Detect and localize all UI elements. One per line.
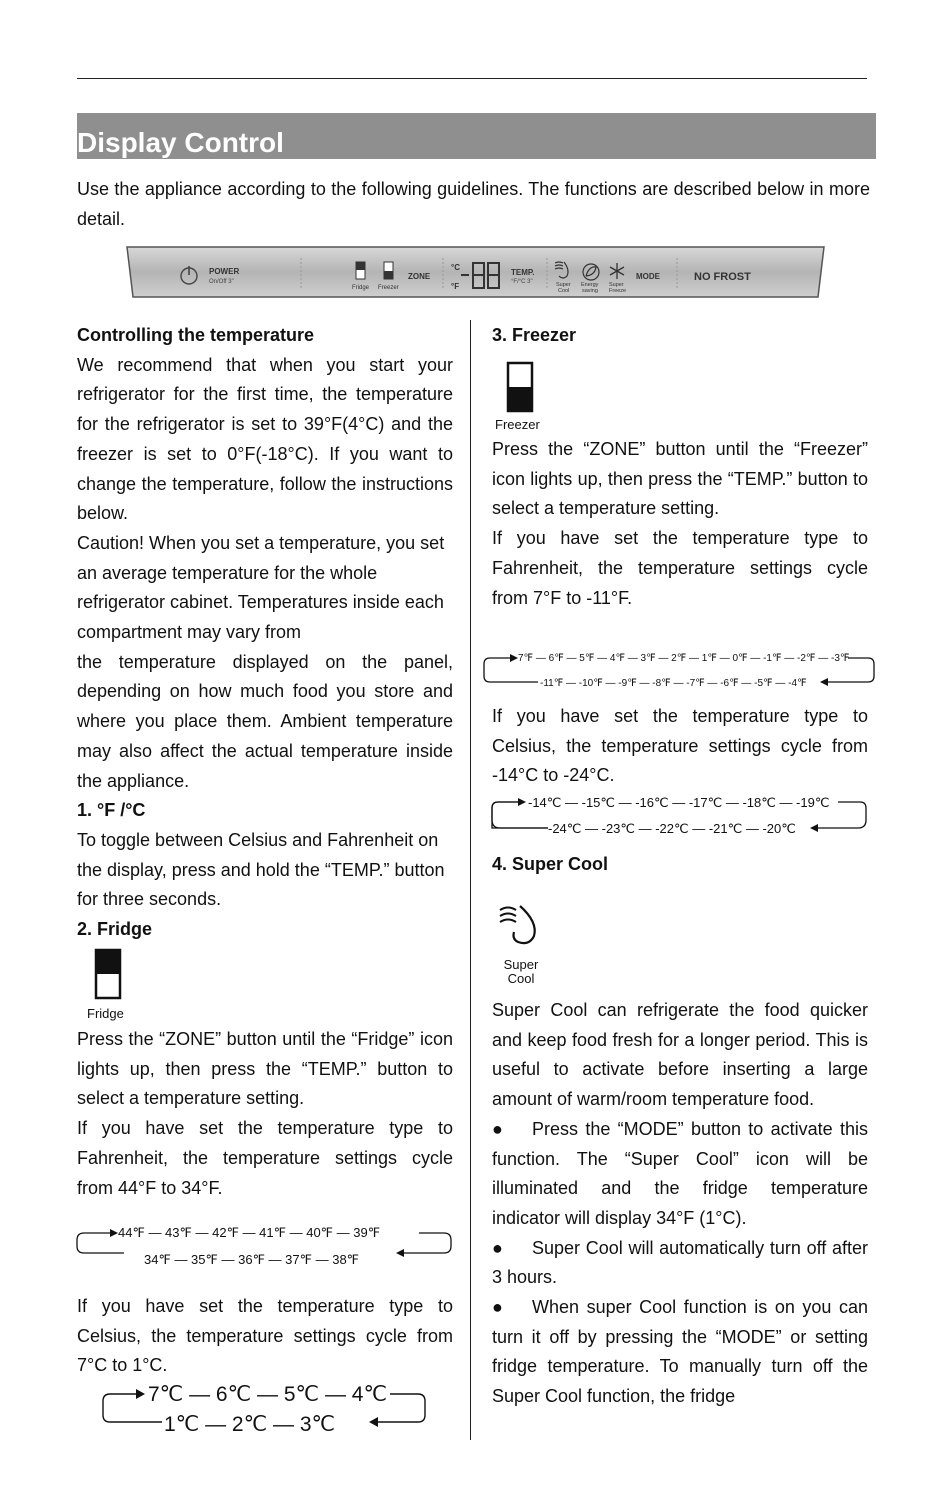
panel-super-cool-label-2: Cool (558, 288, 570, 294)
fridge-paragraph-3: If you have set the temperature type to Celsius, the temperature settings cycle from 7°C to 1°C. (77, 1296, 453, 1376)
temp-sublabel: °F/°C 3" (511, 279, 533, 285)
super-cool-icon-caption (501, 958, 541, 986)
power-label: POWER (209, 267, 240, 276)
fridge-zone-icon (356, 262, 365, 279)
unit-toggle-text: To toggle between Celsius and Fahrenheit on the display, press and hold the “TEMP.” button for three seconds. (77, 829, 445, 910)
controlling-temperature-heading: Controlling the temperature (77, 325, 315, 345)
panel-super-cool-label: Super (556, 282, 571, 288)
fridge-paragraph-2: If you have set the temperature type to Fahrenheit, the temperature settings cycle from 44°F to 34°F. (77, 1118, 453, 1198)
super-cool-bullet-3 (492, 1293, 868, 1412)
freezer-c-bottom-row: -24℃ — -23℃ — -22℃ — -21℃ — -20℃ (548, 821, 796, 836)
mode-button[interactable]: MODE (636, 272, 660, 281)
freezer-f-top-row: 7℉ — 6℉ — 5℉ — 4℉ — 3℉ — 2℉ — 1℉ — 0℉ — -1℉ — -2℉ — -3℉ (518, 653, 850, 664)
super-cool-paragraph: Super Cool can refrigerate the food quicker and keep food fresh for a longer period. This is useful to activate before inserting a large amount of warm/room temperature food. (492, 1000, 868, 1110)
bullet-icon: ● (492, 1297, 503, 1318)
control-panel (125, 246, 826, 298)
left-paragraph-2: Caution! When you set a temperature, you set an average temperature for the whole refrigerator cabinet. Temperatures inside each compartment may vary from (77, 532, 445, 643)
panel-super-freeze-label: Super (609, 282, 624, 288)
fridge-text-block (77, 1025, 453, 1203)
super-cool-icon (496, 900, 548, 952)
freezer-icon-caption: Freezer (495, 417, 540, 432)
panel-freezer-label: Freezer (378, 285, 399, 291)
bullet-icon: ● (492, 1237, 503, 1258)
no-frost-logo: NO FROST (694, 271, 751, 283)
freezer-paragraph-3: If you have set the temperature type to Celsius, the temperature settings cycle from -14°C to -24°C. (492, 706, 868, 786)
page-title: Display Control (77, 127, 284, 158)
intro-paragraph: Use the appliance according to the following guidelines. The functions are described below in more detail. (77, 179, 870, 229)
super-cool-heading: 4. Super Cool (492, 854, 609, 874)
header-rule (77, 78, 867, 79)
freezer-f-bottom-row: -11℉ — -10℉ — -9℉ — -8℉ — -7℉ — -6℉ — -5℉ — -4℉ (540, 678, 807, 689)
celsius-indicator: °C (451, 263, 460, 272)
left-paragraph-3: the temperature displayed on the panel, depending on how much food you store and where you place them. Ambient temperature may also affect the actual temperature inside the appliance. (77, 651, 453, 791)
fahrenheit-indicator: °F (451, 282, 460, 291)
freezer-text-block (492, 435, 868, 613)
fridge-celsius-cycle (100, 1379, 432, 1441)
left-paragraph-1: We recommend that when you start your refrigerator for the first time, the temperature for the refrigerator is set to 39°F(4°C) and the freezer is set to 0°F(-18°C). If you want to change the temperature, follow the instructions below. (77, 354, 453, 524)
freezer-paragraph-1: Press the “ZONE” button until the “Freezer” icon lights up, then press the “TEMP.” button to select a temperature setting. (492, 439, 868, 519)
power-sublabel: On/Off 3" (209, 279, 234, 285)
super-cool-bullet-1-text: Press the “MODE” button to activate this function. The “Super Cool” icon will be illuminated and the fridge temperature indicator will display 34°F (1°C). (492, 1118, 868, 1228)
super-cool-caption-line-2: Cool (507, 971, 535, 986)
freezer-celsius-text (492, 702, 868, 791)
fridge-c-top-row: 7℃ — 6℃ — 5℃ — 4℃ (148, 1383, 388, 1406)
freezer-zone-icon (384, 262, 393, 279)
panel-super-freeze-label-2: Freeze (609, 288, 627, 294)
freezer-celsius-cycle (488, 792, 872, 838)
super-cool-text-block (492, 996, 868, 1412)
temp-button[interactable]: TEMP. (511, 268, 535, 277)
zone-button[interactable]: ZONE (408, 272, 431, 281)
fridge-c-bottom-row: 1℃ — 2℃ — 3℃ (164, 1413, 336, 1436)
super-cool-bullet-1 (492, 1115, 868, 1234)
panel-energy-label-2: saving (582, 288, 598, 294)
unit-toggle-heading: 1. °F /°C (77, 800, 146, 821)
fridge-icon-caption: Fridge (87, 1006, 124, 1021)
freezer-paragraph-2: If you have set the temperature type to Fahrenheit, the temperature settings cycle from 7°F to -11°F. (492, 528, 868, 608)
super-cool-bullet-3-text: When super Cool function is on you can turn it off by pressing the “MODE” or setting fridge temperature. To manually turn off the Super Cool function, the fridge (492, 1297, 868, 1407)
freezer-heading: 3. Freezer (492, 325, 577, 345)
left-column (77, 321, 453, 945)
freezer-fahrenheit-cycle (480, 648, 880, 692)
column-divider (470, 320, 471, 1440)
fridge-celsius-text (77, 1292, 453, 1381)
panel-fridge-label: Fridge (352, 285, 370, 291)
section-banner (77, 113, 876, 159)
super-cool-caption-line-1: Super (503, 957, 539, 972)
panel-energy-label: Energy (581, 282, 599, 288)
bullet-icon: ● (492, 1118, 503, 1139)
fridge-heading: 2. Fridge (77, 919, 153, 940)
super-cool-bullet-2 (492, 1234, 868, 1293)
right-column (492, 321, 868, 351)
fridge-f-top-row: 44℉ — 43℉ — 42℉ — 41℉ — 40℉ — 39℉ (118, 1225, 381, 1240)
super-cool-heading-block (492, 850, 868, 880)
super-cool-bullet-2-text: Super Cool will automatically turn off after 3 hours. (492, 1237, 868, 1288)
fridge-f-bottom-row: 34℉ — 35℉ — 36℉ — 37℉ — 38℉ (144, 1252, 360, 1267)
freezer-c-top-row: -14℃ — -15℃ — -16℃ — -17℃ — -18℃ — -19℃ (528, 795, 830, 810)
fridge-paragraph-1: Press the “ZONE” button until the “Fridge” icon lights up, then press the “TEMP.” button to select a temperature setting. (77, 1029, 453, 1109)
fridge-fahrenheit-cycle (74, 1218, 456, 1274)
freezer-icon (500, 360, 540, 416)
